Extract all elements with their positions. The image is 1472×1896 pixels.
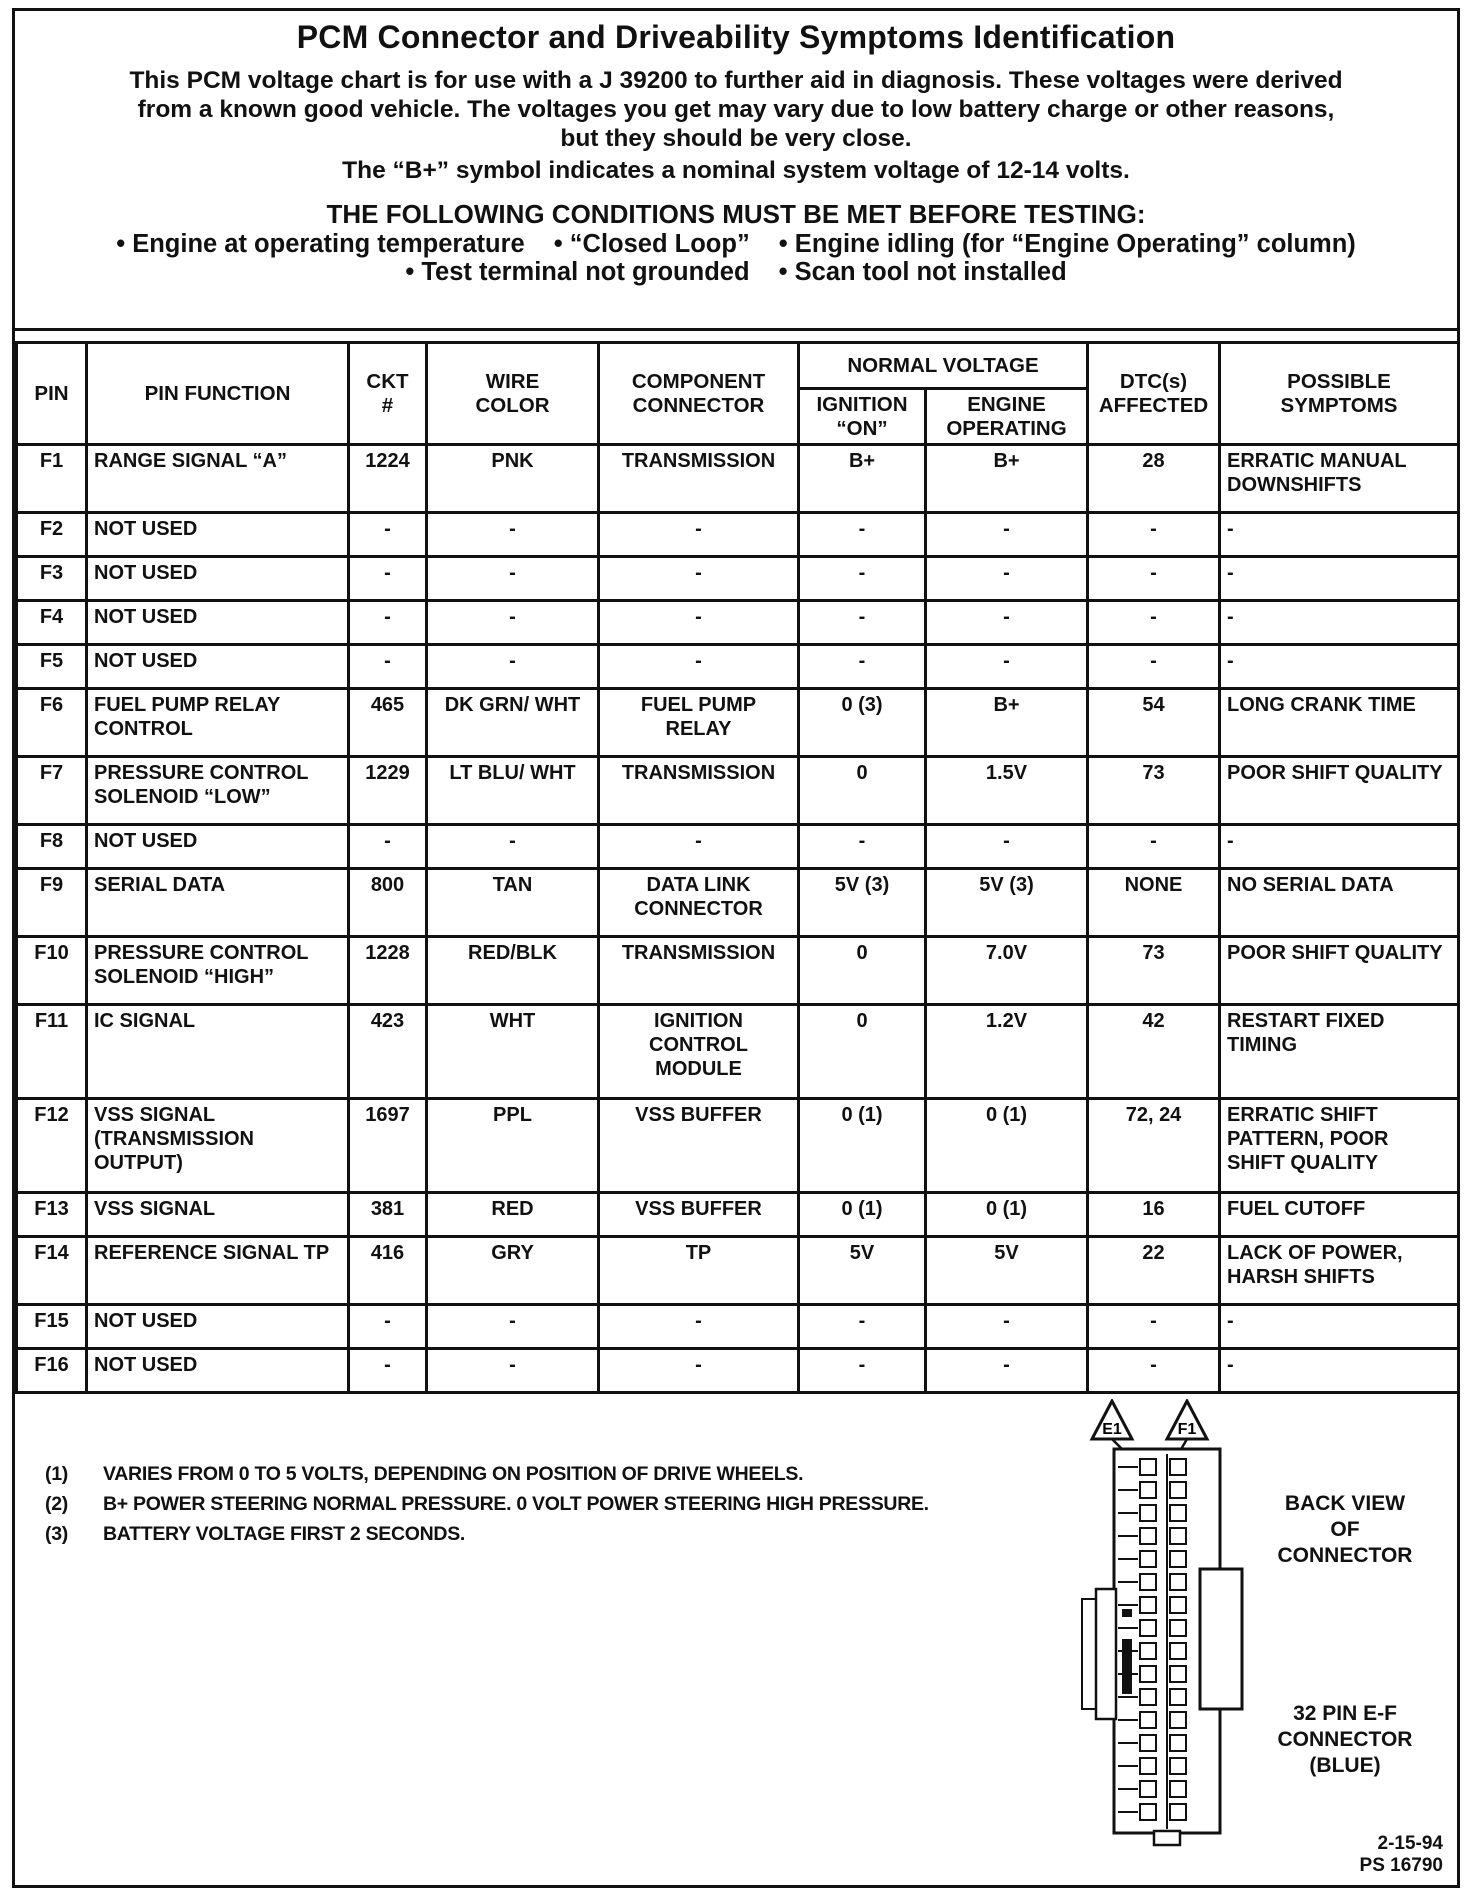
intro-text — [41, 66, 1431, 153]
table-row — [17, 937, 1459, 1005]
cell-ign: - — [799, 1305, 926, 1349]
header — [15, 11, 1457, 331]
note-1: (1) VARIES FROM 0 TO 5 VOLTS, DEPENDING ON POSITION OF DRIVE WHEELS. — [45, 1463, 804, 1485]
cell-wire: RED/BLK — [427, 937, 599, 1005]
col-header-wire-color: WIRE COLOR — [427, 343, 599, 445]
cell-function: REFERENCE SIGNAL TP — [87, 1237, 349, 1305]
cell-wire: GRY — [427, 1237, 599, 1305]
cell-symptoms: POOR SHIFT QUALITY — [1220, 757, 1459, 825]
cell-function: RANGE SIGNAL “A” — [87, 445, 349, 513]
cell-symptoms: ERRATIC SHIFT PATTERN, POOR SHIFT QUALITY — [1220, 1099, 1459, 1193]
date-stamp: 2-15-94 — [1377, 1833, 1443, 1854]
back-view-label: BACK VIEW OF CONNECTOR — [1277, 1492, 1413, 1567]
cell-symptoms: - — [1220, 557, 1459, 601]
cell-eng: 0 (1) — [926, 1193, 1088, 1237]
cell-symptoms: - — [1220, 513, 1459, 557]
cell-ign: 0 — [799, 1005, 926, 1099]
cell-component: - — [599, 601, 799, 645]
table-row — [17, 601, 1459, 645]
cell-wire: - — [427, 557, 599, 601]
cell-function: NOT USED — [87, 601, 349, 645]
cell-ign: 5V (3) — [799, 869, 926, 937]
cell-dtc: - — [1088, 601, 1220, 645]
col-header-pin-function: PIN FUNCTION — [87, 343, 349, 445]
cell-pin: F6 — [17, 689, 87, 757]
cell-pin: F12 — [17, 1099, 87, 1193]
table-row — [17, 689, 1459, 757]
cell-eng: - — [926, 1305, 1088, 1349]
cell-dtc: 42 — [1088, 1005, 1220, 1099]
cell-ckt: 423 — [349, 1005, 427, 1099]
cell-ckt: - — [349, 645, 427, 689]
cell-component: DATA LINK CONNECTOR — [599, 869, 799, 937]
cell-function: NOT USED — [87, 1349, 349, 1393]
table-row — [17, 825, 1459, 869]
cell-function: PRESSURE CONTROL SOLENOID “HIGH” — [87, 937, 349, 1005]
connector-pin — [1170, 1712, 1186, 1728]
connector-pin — [1170, 1482, 1186, 1498]
cell-pin: F16 — [17, 1349, 87, 1393]
cell-ign: - — [799, 557, 926, 601]
cell-dtc: 54 — [1088, 689, 1220, 757]
cell-function: FUEL PUMP RELAY CONTROL — [87, 689, 349, 757]
cell-ign: - — [799, 601, 926, 645]
table-row — [17, 445, 1459, 513]
notes-section — [15, 1383, 1457, 1885]
cell-component: TRANSMISSION — [599, 757, 799, 825]
page-title: PCM Connector and Driveability Symptoms Identification — [296, 19, 1176, 55]
connector-pin — [1170, 1597, 1186, 1613]
col-header-ignition-on: IGNITION “ON” — [799, 389, 926, 445]
cell-eng: 1.2V — [926, 1005, 1088, 1099]
cell-symptoms: LACK OF POWER, HARSH SHIFTS — [1220, 1237, 1459, 1305]
connector-pin — [1140, 1528, 1156, 1544]
connector-pin — [1140, 1804, 1156, 1820]
cell-ckt: 1229 — [349, 757, 427, 825]
cell-pin: F5 — [17, 645, 87, 689]
cell-ckt: 800 — [349, 869, 427, 937]
cell-dtc: 72, 24 — [1088, 1099, 1220, 1193]
cell-ign: B+ — [799, 445, 926, 513]
cell-function: NOT USED — [87, 557, 349, 601]
cell-eng: - — [926, 601, 1088, 645]
cell-symptoms: - — [1220, 825, 1459, 869]
condition-item: • Test terminal not grounded — [405, 258, 750, 286]
cell-ign: 0 (1) — [799, 1193, 926, 1237]
cell-wire: PNK — [427, 445, 599, 513]
connector-pin — [1170, 1505, 1186, 1521]
cell-wire: DK GRN/ WHT — [427, 689, 599, 757]
connector-pin — [1170, 1620, 1186, 1636]
cell-wire: - — [427, 825, 599, 869]
cell-pin: F13 — [17, 1193, 87, 1237]
cell-wire: - — [427, 1305, 599, 1349]
cell-component: - — [599, 557, 799, 601]
intro-line-3: but they should be very close. — [560, 125, 912, 152]
cell-function: NOT USED — [87, 645, 349, 689]
cell-ign: 0 (3) — [799, 689, 926, 757]
cell-pin: F15 — [17, 1305, 87, 1349]
cell-dtc: NONE — [1088, 869, 1220, 937]
cell-symptoms: RESTART FIXED TIMING — [1220, 1005, 1459, 1099]
cell-component: - — [599, 1349, 799, 1393]
connector-pin — [1140, 1712, 1156, 1728]
connector-pin — [1170, 1758, 1186, 1774]
cell-function: VSS SIGNAL (TRANSMISSION OUTPUT) — [87, 1099, 349, 1193]
cell-ign: 0 (1) — [799, 1099, 926, 1193]
cell-ckt: 1697 — [349, 1099, 427, 1193]
connector-pin — [1140, 1505, 1156, 1521]
cell-pin: F11 — [17, 1005, 87, 1099]
conditions-line-1 — [15, 230, 1457, 258]
condition-item: • Engine idling (for “Engine Operating” column) — [778, 230, 1356, 258]
connector-pin — [1140, 1735, 1156, 1751]
connector-pin — [1140, 1758, 1156, 1774]
cell-component: - — [599, 1305, 799, 1349]
connector-pin — [1170, 1574, 1186, 1590]
col-header-dtc: DTC(s) AFFECTED — [1088, 343, 1220, 445]
cell-component: - — [599, 513, 799, 557]
cell-function: NOT USED — [87, 513, 349, 557]
cell-wire: TAN — [427, 869, 599, 937]
cell-function: VSS SIGNAL — [87, 1193, 349, 1237]
cell-pin: F2 — [17, 513, 87, 557]
cell-wire: - — [427, 645, 599, 689]
cell-ckt: 1228 — [349, 937, 427, 1005]
cell-component: FUEL PUMP RELAY — [599, 689, 799, 757]
cell-symptoms: ERRATIC MANUAL DOWNSHIFTS — [1220, 445, 1459, 513]
connector-pin — [1170, 1689, 1186, 1705]
connector-pin — [1170, 1551, 1186, 1567]
svg-text:E1: E1 — [1102, 1421, 1122, 1438]
cell-pin: F7 — [17, 757, 87, 825]
cell-ckt: 465 — [349, 689, 427, 757]
conditions-line-2 — [15, 258, 1457, 286]
table-row — [17, 1005, 1459, 1099]
cell-ign: - — [799, 513, 926, 557]
document-stamp — [1360, 1833, 1443, 1877]
cell-function: SERIAL DATA — [87, 869, 349, 937]
table-row — [17, 1305, 1459, 1349]
cell-function: NOT USED — [87, 1305, 349, 1349]
cell-symptoms: POOR SHIFT QUALITY — [1220, 937, 1459, 1005]
cell-component: - — [599, 825, 799, 869]
cell-wire: RED — [427, 1193, 599, 1237]
cell-ign: 5V — [799, 1237, 926, 1305]
cell-wire: PPL — [427, 1099, 599, 1193]
connector-pin — [1140, 1482, 1156, 1498]
cell-dtc: 73 — [1088, 937, 1220, 1005]
cell-component: TRANSMISSION — [599, 445, 799, 513]
connector-pin — [1170, 1735, 1186, 1751]
cell-eng: - — [926, 557, 1088, 601]
cell-dtc: - — [1088, 557, 1220, 601]
cell-function: PRESSURE CONTROL SOLENOID “LOW” — [87, 757, 349, 825]
intro-line-1: This PCM voltage chart is for use with a J 39200 to further aid in diagnosis. These voltages were derived — [129, 67, 1343, 94]
cell-ckt: - — [349, 1349, 427, 1393]
cell-pin: F10 — [17, 937, 87, 1005]
cell-wire: LT BLU/ WHT — [427, 757, 599, 825]
table-row — [17, 1193, 1459, 1237]
cell-ckt: - — [349, 825, 427, 869]
cell-dtc: - — [1088, 1305, 1220, 1349]
table-row — [17, 757, 1459, 825]
cell-eng: 7.0V — [926, 937, 1088, 1005]
cell-dtc: - — [1088, 825, 1220, 869]
col-header-symptoms: POSSIBLE SYMPTOMS — [1220, 343, 1459, 445]
col-header-component: COMPONENT CONNECTOR — [599, 343, 799, 445]
cell-eng: B+ — [926, 689, 1088, 757]
connector-pin — [1140, 1666, 1156, 1682]
cell-component: - — [599, 645, 799, 689]
table-row — [17, 513, 1459, 557]
cell-dtc: - — [1088, 1349, 1220, 1393]
cell-ckt: 416 — [349, 1237, 427, 1305]
cell-eng: B+ — [926, 445, 1088, 513]
cell-ign: - — [799, 1349, 926, 1393]
col-header-ckt: CKT # — [349, 343, 427, 445]
cell-component: IGNITION CONTROL MODULE — [599, 1005, 799, 1099]
cell-pin: F14 — [17, 1237, 87, 1305]
connector-pin — [1170, 1528, 1186, 1544]
cell-symptoms: FUEL CUTOFF — [1220, 1193, 1459, 1237]
connector-diagram — [1070, 1399, 1450, 1859]
intro-line-2: from a known good vehicle. The voltages you get may vary due to low battery charge or other reasons, — [137, 96, 1335, 123]
cell-eng: 0 (1) — [926, 1099, 1088, 1193]
cell-dtc: - — [1088, 645, 1220, 689]
cell-ckt: - — [349, 513, 427, 557]
cell-wire: WHT — [427, 1005, 599, 1099]
table-row — [17, 557, 1459, 601]
cell-pin: F3 — [17, 557, 87, 601]
cell-ckt: 1224 — [349, 445, 427, 513]
table-row — [17, 1237, 1459, 1305]
cell-component: VSS BUFFER — [599, 1099, 799, 1193]
note-3: (3) BATTERY VOLTAGE FIRST 2 SECONDS. — [45, 1523, 466, 1545]
cell-ign: 0 — [799, 937, 926, 1005]
cell-ign: - — [799, 645, 926, 689]
cell-pin: F4 — [17, 601, 87, 645]
connector-pin — [1140, 1620, 1156, 1636]
cell-wire: - — [427, 513, 599, 557]
table-row — [17, 869, 1459, 937]
cell-ckt: - — [349, 557, 427, 601]
cell-eng: - — [926, 513, 1088, 557]
bplus-note: The “B+” symbol indicates a nominal system voltage of 12-14 volts. — [342, 157, 1130, 184]
cell-dtc: 22 — [1088, 1237, 1220, 1305]
cell-component: TP — [599, 1237, 799, 1305]
connector-pin — [1140, 1781, 1156, 1797]
col-header-pin: PIN — [17, 343, 87, 445]
cell-ckt: - — [349, 601, 427, 645]
cell-symptoms: LONG CRANK TIME — [1220, 689, 1459, 757]
pin-table — [15, 341, 1460, 1394]
cell-ckt: - — [349, 1305, 427, 1349]
ps-number: PS 16790 — [1359, 1855, 1443, 1876]
cell-symptoms: - — [1220, 645, 1459, 689]
condition-item: • Engine at operating temperature — [116, 230, 525, 258]
connector-pin — [1170, 1666, 1186, 1682]
cell-symptoms: NO SERIAL DATA — [1220, 869, 1459, 937]
cell-eng: - — [926, 645, 1088, 689]
cell-ckt: 381 — [349, 1193, 427, 1237]
cell-dtc: 16 — [1088, 1193, 1220, 1237]
cell-symptoms: - — [1220, 1305, 1459, 1349]
cell-wire: - — [427, 601, 599, 645]
col-header-normal-voltage: NORMAL VOLTAGE — [799, 343, 1088, 389]
condition-item: • “Closed Loop” — [553, 230, 750, 258]
cell-pin: F8 — [17, 825, 87, 869]
connector-pin — [1140, 1574, 1156, 1590]
connector-pin — [1170, 1643, 1186, 1659]
cell-function: NOT USED — [87, 825, 349, 869]
cell-eng: 5V — [926, 1237, 1088, 1305]
table-row — [17, 645, 1459, 689]
condition-item: • Scan tool not installed — [778, 258, 1067, 286]
connector-pin — [1170, 1459, 1186, 1475]
cell-dtc: 28 — [1088, 445, 1220, 513]
cell-dtc: - — [1088, 513, 1220, 557]
connector-pin — [1170, 1781, 1186, 1797]
table-row — [17, 1099, 1459, 1193]
cell-symptoms: - — [1220, 601, 1459, 645]
connector-pin — [1140, 1597, 1156, 1613]
document-frame — [12, 8, 1460, 1888]
col-header-engine-operating: ENGINE OPERATING — [926, 389, 1088, 445]
conditions-title: THE FOLLOWING CONDITIONS MUST BE MET BEFORE TESTING: — [326, 199, 1146, 229]
cell-symptoms: - — [1220, 1349, 1459, 1393]
cell-pin: F1 — [17, 445, 87, 513]
connector-illustration — [1070, 1399, 1450, 1859]
cell-component: TRANSMISSION — [599, 937, 799, 1005]
cell-pin: F9 — [17, 869, 87, 937]
connector-pin — [1140, 1459, 1156, 1475]
note-2: (2) B+ POWER STEERING NORMAL PRESSURE. 0 VOLT POWER STEERING HIGH PRESSURE. — [45, 1493, 929, 1515]
cell-component: VSS BUFFER — [599, 1193, 799, 1237]
cell-eng: 1.5V — [926, 757, 1088, 825]
connector-pin — [1140, 1643, 1156, 1659]
svg-text:F1: F1 — [1177, 1421, 1197, 1438]
pin-table-body — [17, 445, 1459, 1393]
cell-eng: 5V (3) — [926, 869, 1088, 937]
cell-ign: - — [799, 825, 926, 869]
cell-eng: - — [926, 1349, 1088, 1393]
connector-pin — [1140, 1551, 1156, 1567]
cell-eng: - — [926, 825, 1088, 869]
cell-wire: - — [427, 1349, 599, 1393]
cell-function: IC SIGNAL — [87, 1005, 349, 1099]
cell-ign: 0 — [799, 757, 926, 825]
connector-pin — [1170, 1804, 1186, 1820]
pin-info-label: 32 PIN E-F CONNECTOR (BLUE) — [1277, 1702, 1413, 1777]
connector-pin — [1140, 1689, 1156, 1705]
cell-dtc: 73 — [1088, 757, 1220, 825]
